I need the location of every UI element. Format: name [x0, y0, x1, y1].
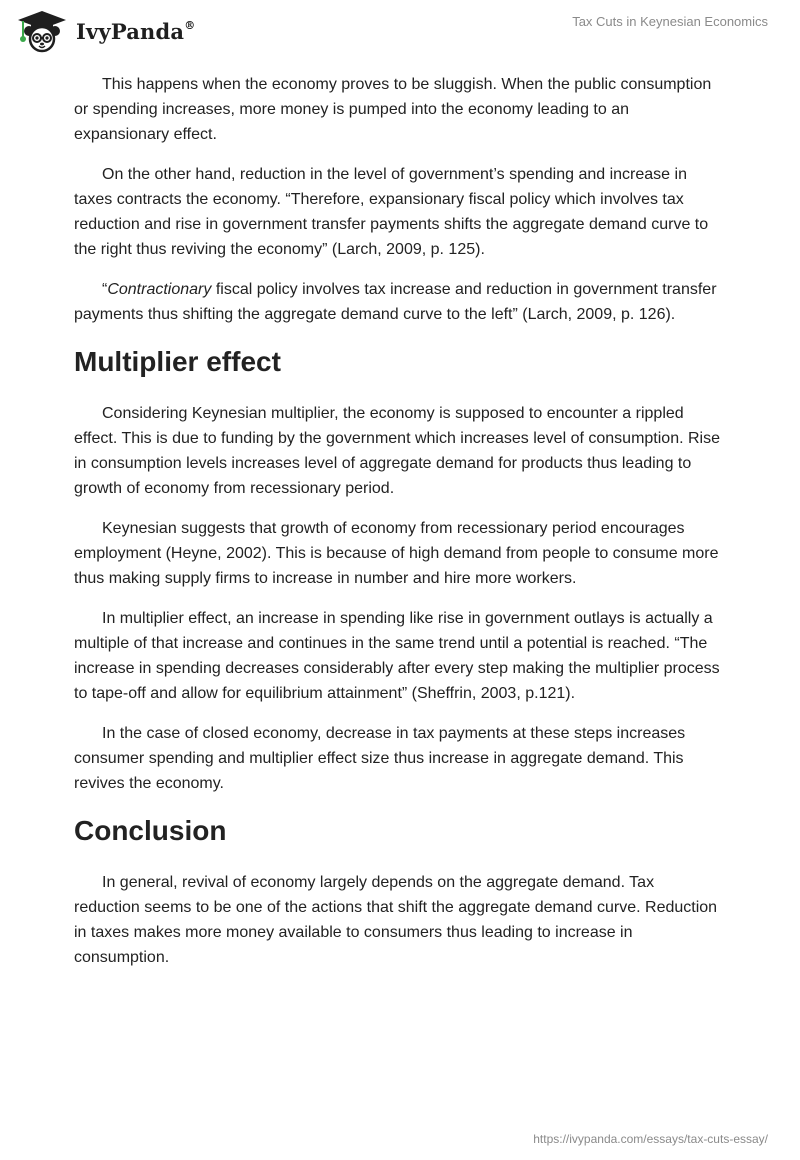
section-heading-conclusion: Conclusion	[74, 815, 227, 846]
paragraph: In the case of closed economy, decrease in tax payments at these steps increases consumer spending and multiplier effect size thus increase in aggregate demand. This revives the economy.	[74, 725, 686, 792]
panda-graduation-cap-icon	[14, 9, 70, 53]
paragraph: Considering Keynesian multiplier, the economy is supposed to encounter a rippled effect. This is due to funding by the government which increases level of consumption. Rise in consumption levels increases level of aggregate demand for products thus leading to growth of economy from recessionary period.	[74, 405, 720, 497]
essay-body	[74, 72, 724, 985]
ivypanda-logo[interactable]	[14, 9, 195, 53]
paragraph: On the other hand, reduction in the level of government’s spending and increase in taxes contracts the economy. “Therefore, expansionary fiscal policy which involves tax reduction and rise in government transfer payments shifts the aggregate demand curve to the right thus reviving the economy” (Larch, 2009, p. 125).	[74, 166, 709, 258]
open-quote: “	[102, 281, 108, 298]
emphasized-term: Contractionary	[107, 281, 212, 298]
document-title: Tax Cuts in Keynesian Economics	[572, 14, 768, 29]
paragraph: Keynesian suggests that growth of economy from recessionary period encourages employment (Heyne, 2002). This is because of high demand from people to consume more thus making supply firms to increase in number and hire more workers.	[74, 520, 719, 587]
source-url[interactable]: https://ivypanda.com/essays/tax-cuts-essay/	[533, 1132, 768, 1146]
paragraph	[74, 277, 724, 327]
paragraph: This happens when the economy proves to be sluggish. When the public consumption or spending increases, more money is pumped into the economy leading to an expansionary effect.	[74, 76, 712, 143]
section-heading-multiplier: Multiplier effect	[74, 346, 281, 377]
paragraph: In general, revival of economy largely depends on the aggregate demand. Tax reduction seems to be one of the actions that shift the aggregate demand curve. Reduction in taxes makes more money available to consumers thus leading to increase in consumption.	[74, 874, 718, 966]
paragraph-text: fiscal policy involves tax increase and reduction in government transfer payments thus shifting the aggregate demand curve to the left” (Larch, 2009, p. 126).	[74, 281, 717, 323]
brand-name	[76, 19, 195, 44]
registered-mark: ®	[184, 18, 196, 32]
brand-text: IvyPanda	[76, 18, 185, 44]
paragraph: In multiplier effect, an increase in spending like rise in government outlays is actually a multiple of that increase and continues in the same trend until a potential is reached. “The increase in spending decreases considerably after every step making the multiplier process to tape-off and allow for equilibrium attainment” (Sheffrin, 2003, p.121).	[74, 610, 720, 702]
page-header	[0, 0, 800, 60]
